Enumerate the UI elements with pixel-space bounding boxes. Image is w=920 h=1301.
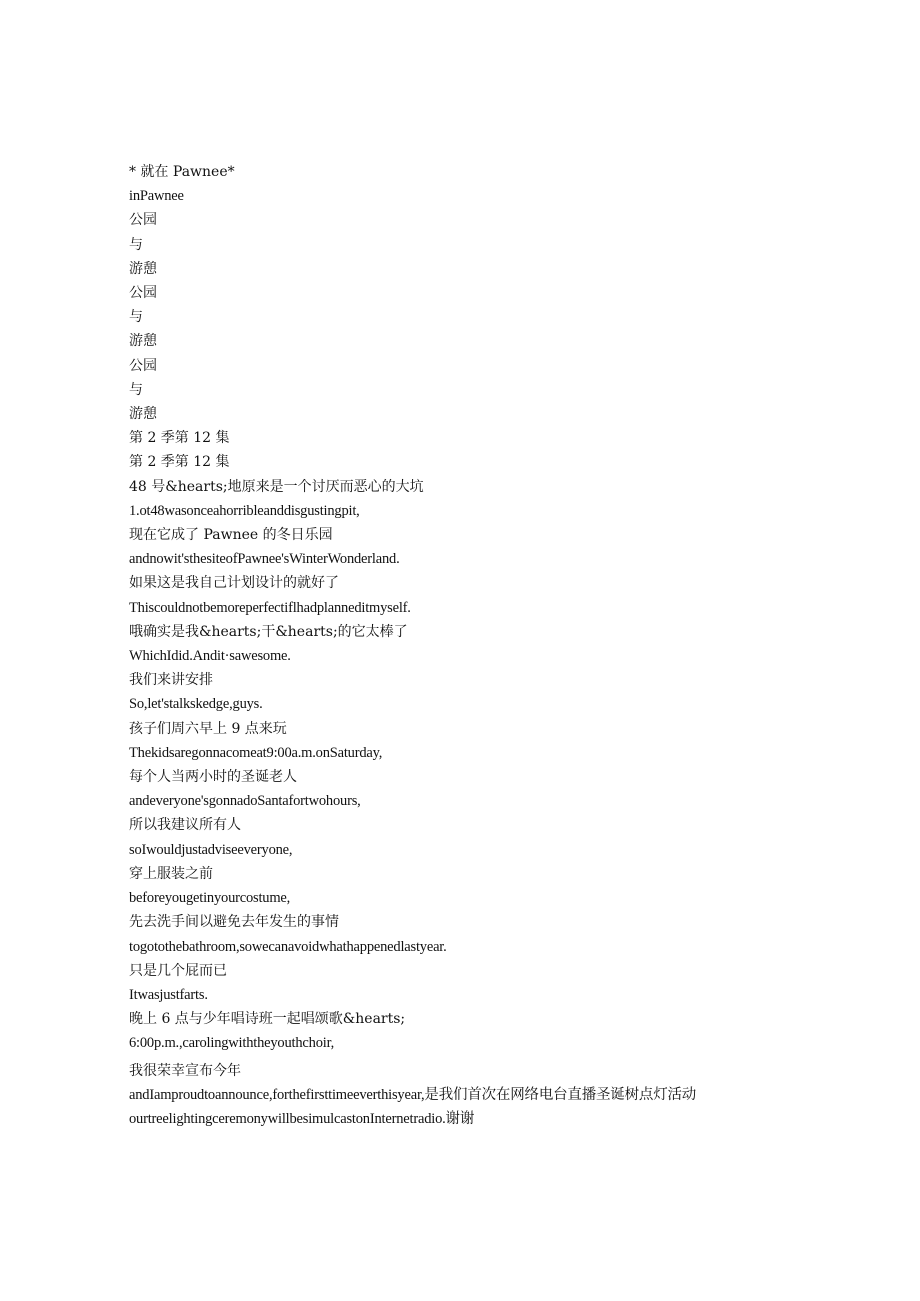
text-line: 公园 [129,212,157,229]
text-line: 第 2 季第 12 集 [129,454,230,471]
text-line: 我很荣幸宣布今年 [129,1062,241,1079]
text-line: ourtreelightingceremonywillbesimulcastonInternetradio.谢谢 [129,1110,475,1127]
text-line: togotothebathroom,sowecanavoidwhathappenedlastyear. [129,938,447,955]
text-line: 每个人当两小时的圣诞老人 [129,769,297,786]
text-line: * 就在 Pawnee* [129,164,235,180]
text-line: beforeyougetinyourcostume, [129,890,291,907]
text-line: 只是几个屁而已 [129,962,227,979]
text-line: 如果这是我自己计划设计的就好了 [129,575,339,592]
text-line: 与 [129,309,143,326]
text-line: 公园 [129,285,157,302]
text-line: 现在它成了 Pawnee 的冬日乐园 [129,527,333,544]
text-line: So,let'stalkskedge,guys. [129,696,263,713]
text-line: 我们来讲安排 [129,672,213,689]
document-page [129,160,809,1131]
text-line: 游憩 [129,333,157,350]
text-line: Itwasjustfarts. [129,986,208,1003]
text-line: 第 2 季第 12 集 [129,430,230,447]
text-line: 48 号&hearts;地原来是一个讨厌而恶心的大坑 [129,478,424,495]
text-line: WhichIdid.Andit·sawesome. [129,648,291,665]
text-line: andnowit'sthesiteofPawnee'sWinterWonderland. [129,551,400,568]
text-line: inPawnee [129,188,184,205]
text-line: Thiscouldnotbemoreperfectiflhadplanneditmyself. [129,599,411,616]
text-line: andeveryone'sgonnadoSantafortwohours, [129,793,361,810]
text-line: 6:00p.m.,carolingwiththeyouthchoir, [129,1035,335,1052]
text-line: 公园 [129,357,157,374]
text-line: Thekidsaregonnacomeat9:00a.m.onSaturday, [129,744,383,761]
text-line: 游憩 [129,260,157,277]
text-line: 所以我建议所有人 [129,817,241,834]
text-line: 1.ot48wasonceahorribleanddisgustingpit, [129,502,360,519]
text-line: 先去洗手间以避免去年发生的事情 [129,914,339,931]
text-line: 哦确实是我&hearts;干&hearts;的它太棒了 [129,623,408,640]
text-line: 游憩 [129,406,157,423]
text-line: 与 [129,236,143,253]
text-paragraph: andIamproudtoannounce,forthefirsttimeeverthisyear,是我们首次在网络电台直播圣诞树点灯活动 [129,1086,697,1103]
text-line: 孩子们周六早上 9 点来玩 [129,720,287,737]
text-line: 与 [129,381,143,398]
text-line: soIwouldjustadviseeveryone, [129,841,293,858]
text-line: 晚上 6 点与少年唱诗班一起唱颂歌&hearts; [129,1011,406,1028]
text-line: 穿上服装之前 [129,865,213,882]
